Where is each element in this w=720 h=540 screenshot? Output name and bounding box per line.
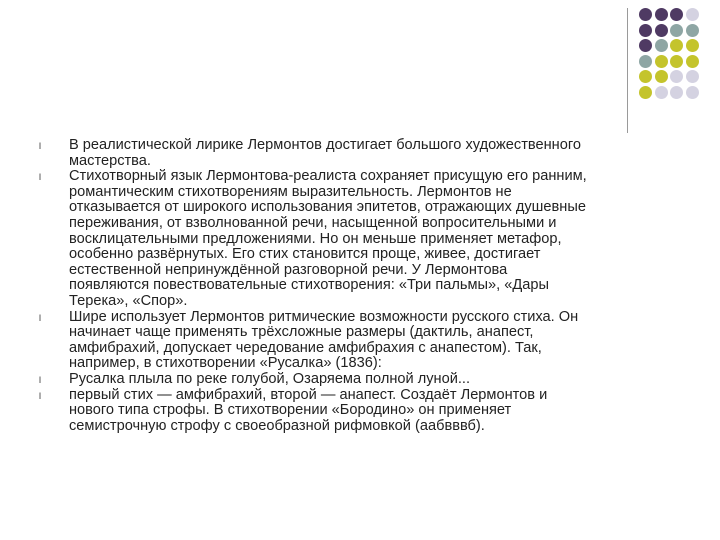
decorative-dot [639,8,652,21]
decorative-dot [670,24,683,37]
bullet-line: В реалистической лирике Лермонтов достигает большого художественного [69,137,581,153]
bullet-line: амфибрахий, допускает чередование амфибрахия с анапестом). Так, [69,339,542,356]
bullet-list [38,138,638,434]
bullet-item [38,388,638,435]
decorative-divider-line [627,8,628,133]
decorative-dot [686,86,699,99]
bullet-line: Стихотворный язык Лермонтова-реалиста сохраняет присущую его ранним, [69,168,587,185]
bullet-mark: l [39,374,41,385]
decorative-dot [639,39,652,52]
decorative-dot [655,55,668,68]
bullet-line: семистрочную строфу с своеобразной рифмовкой (аабвввб). [69,417,485,434]
bullet-mark: l [39,141,41,151]
decorative-dot [639,24,652,37]
bullet-line: отказывается от широкого использования эпитетов, отражающих душевные [69,199,586,216]
decorative-dot [670,55,683,68]
decorative-dot [670,70,683,83]
decorative-dot [670,86,683,99]
bullet-line: начинает чаще применять трёхсложные размеры (дактиль, анапест, [69,324,534,341]
decorative-dot [670,39,683,52]
bullet-line: например, в стихотворении «Русалка» (1836): [69,355,382,372]
bullet-line: переживания, от взволнованной речи, насыщенной вопросительными и [69,214,557,231]
decorative-dot [670,8,683,21]
bullet-item [38,372,638,388]
bullet-mark: l [39,312,41,323]
bullet-line: мастерства. [69,152,151,169]
bullet-line: романтическим стихотворениям выразительность. Лермонтов не [69,183,512,200]
bullet-item [38,138,638,169]
bullet-mark: l [39,172,41,183]
bullet-line: Терека», «Спор». [69,292,188,309]
decorative-dot [655,86,668,99]
bullet-line: естественной непринуждённой разговорной речи. У Лермонтова [69,261,508,278]
decorative-dot-grid [639,8,715,108]
decorative-dot [639,86,652,99]
decorative-dot [686,39,699,52]
decorative-dot [639,55,652,68]
bullet-line: Русалка плыла по реке голубой, Озаряема полной луной... [69,370,471,387]
decorative-dot [686,55,699,68]
decorative-dot [686,24,699,37]
decorative-dot [655,24,668,37]
bullet-line: Шире использует Лермонтов ритмические возможности русского стиха. Он [69,308,579,325]
bullet-line: особенно развёрнутых. Его стих становится проще, живее, достигает [69,246,541,263]
bullet-line: первый стих — амфибрахий, второй — анапест. Создаёт Лермонтов и [69,386,548,403]
bullet-mark: l [39,390,41,401]
bullet-line: восклицательными предложениями. Но он меньше применяет метафор, [69,230,562,247]
decorative-dot [655,70,668,83]
decorative-dot [686,8,699,21]
bullet-line: нового типа строфы. В стихотворении «Бородино» он применяет [69,402,512,419]
bullet-item [38,169,638,309]
decorative-dot [639,70,652,83]
bullet-item [38,310,638,372]
decorative-dot [686,70,699,83]
decorative-dot [655,39,668,52]
bullet-line: появляются повествовательные стихотворения: «Три пальмы», «Дары [69,277,549,294]
decorative-dot [655,8,668,21]
